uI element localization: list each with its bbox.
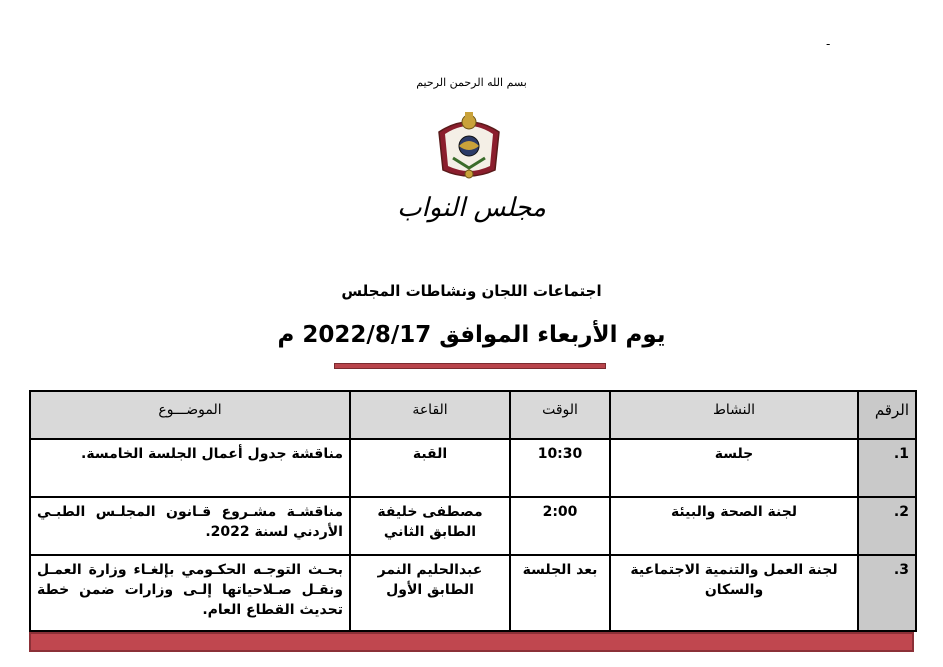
page-subtitle: اجتماعات اللجان ونشاطات المجلس bbox=[341, 282, 602, 300]
row-time: 10:30 bbox=[510, 439, 610, 497]
date-title: يوم الأربعاء الموافق 2022/8/17 م bbox=[277, 322, 666, 348]
row-activity: جلسة bbox=[610, 439, 858, 497]
header-number: الرقم bbox=[858, 391, 916, 439]
row-hall-line1: القبة bbox=[412, 446, 448, 462]
parliament-name-logo: مجلس النواب bbox=[397, 193, 546, 223]
schedule-table bbox=[29, 390, 917, 632]
row-number: 1. bbox=[858, 439, 916, 497]
row-hall-line2: الطابق الأول bbox=[386, 582, 474, 598]
bottom-accent-bar bbox=[29, 632, 914, 652]
row-number: 2. bbox=[858, 497, 916, 555]
table-row bbox=[30, 439, 916, 497]
row-topic: مناقشـة مشـروع قـانون المجلـس الطبـي الأردني لسنة 2022. bbox=[30, 497, 350, 555]
header-topic: الموضـــوع bbox=[30, 391, 350, 439]
row-hall bbox=[350, 555, 510, 631]
date-underline-bar bbox=[334, 363, 606, 369]
row-hall bbox=[350, 439, 510, 497]
row-topic: مناقشة جدول أعمال الجلسة الخامسة. bbox=[30, 439, 350, 497]
row-time: 2:00 bbox=[510, 497, 610, 555]
header-activity: النشاط bbox=[610, 391, 858, 439]
row-activity: لجنة العمل والتنمية الاجتماعية والسكان bbox=[610, 555, 858, 631]
header-time: الوقت bbox=[510, 391, 610, 439]
row-activity: لجنة الصحة والبيئة bbox=[610, 497, 858, 555]
coat-of-arms-emblem bbox=[429, 110, 509, 190]
row-hall-line1: عبدالحليم النمر bbox=[377, 562, 483, 578]
page-mark: - bbox=[826, 37, 831, 51]
row-hall-line1: مصطفى خليفة bbox=[377, 504, 483, 520]
row-number: 3. bbox=[858, 555, 916, 631]
header-hall: القاعة bbox=[350, 391, 510, 439]
table-header-row bbox=[30, 391, 916, 439]
basmala: بسم الله الرحمن الرحيم bbox=[416, 76, 527, 89]
table-row bbox=[30, 497, 916, 555]
row-topic: بحـث التوجـه الحكـومي بإلغـاء وزارة العمـل ونقـل صـلاحياتها إلـى وزارات ضمن خطة تحديث القطاع العام. bbox=[30, 555, 350, 631]
row-hall bbox=[350, 497, 510, 555]
row-time: بعد الجلسة bbox=[510, 555, 610, 631]
row-hall-line2: الطابق الثاني bbox=[383, 524, 477, 540]
table-row bbox=[30, 555, 916, 631]
